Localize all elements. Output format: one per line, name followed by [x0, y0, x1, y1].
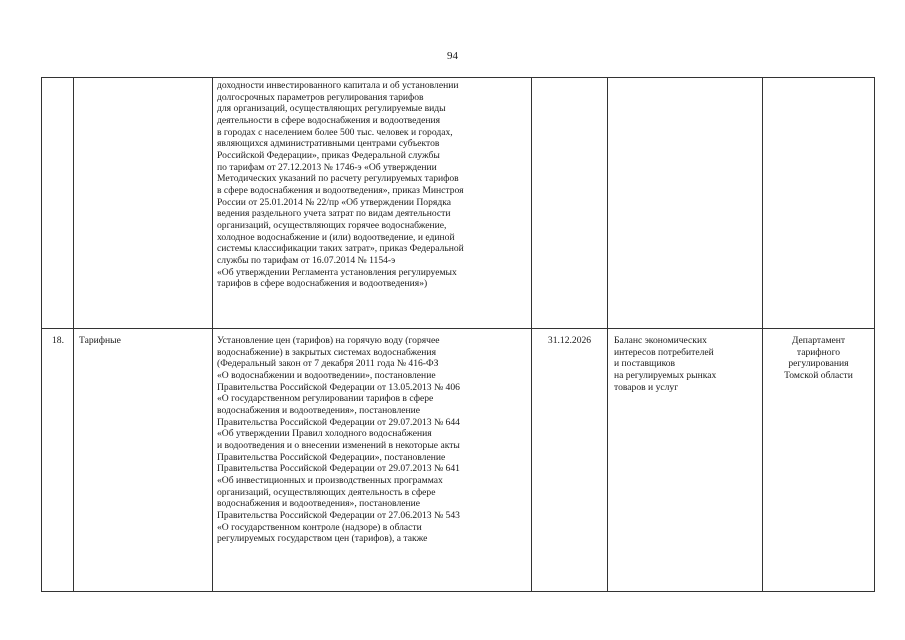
text-line: системы классификации таких затрат», приказ Федеральной: [217, 243, 464, 255]
text-line: «О водоснабжении и водоотведении», постановление: [217, 369, 436, 381]
deadline-date: 31.12.2026: [547, 335, 592, 346]
text-line: тарифного: [796, 346, 841, 358]
text-line: в сфере водоснабжения и водоотведения», приказ Минстроя: [217, 184, 464, 196]
text-line: Правительства Российской Федерации от 29.07.2013 № 644: [217, 416, 460, 428]
basis-text: [213, 78, 531, 290]
date-cell: [532, 78, 608, 329]
text-line: интересов потребителей: [614, 346, 714, 358]
text-line: доходности инвестированного капитала и об установлении: [217, 80, 459, 91]
text-line: тарифов в сфере водоснабжения и водоотведения»): [217, 278, 428, 290]
text-line: регулирования: [788, 358, 849, 370]
measures-table: [41, 77, 875, 592]
number-cell: [42, 78, 74, 329]
table-row-18: [42, 329, 875, 592]
goal-cell: [608, 78, 763, 329]
row-number: 18.: [52, 335, 64, 346]
goal-cell: [608, 329, 763, 592]
text-line: товаров и услуг: [614, 381, 679, 393]
number-cell: [42, 329, 74, 592]
text-line: долгосрочных параметров регулирования тарифов: [217, 91, 424, 103]
text-line: службы по тарифам от 16.07.2014 № 1154-э: [217, 254, 396, 266]
text-line: «Об утверждении Регламента установления регулируемых: [217, 266, 457, 278]
text-line: организаций, осуществляющих деятельность в сфере: [217, 486, 436, 498]
text-line: Методических указаний по расчету регулируемых тарифов: [217, 173, 459, 185]
table-row-continuation: [42, 78, 875, 329]
text-line: «О государственном регулировании тарифов в сфере: [217, 393, 434, 405]
text-line: деятельности в сфере водоснабжения и водоотведения: [217, 114, 441, 126]
department-cell: [763, 78, 875, 329]
basis-cell: [213, 329, 532, 592]
date-cell: [532, 329, 608, 592]
text-line: ведения раздельного учета затрат по видам деятельности: [217, 208, 451, 220]
text-line: водоснабжения и водоотведения», постановление: [217, 498, 421, 510]
text-line: по тарифам от 27.12.2013 № 1746-э «Об утверждении: [217, 161, 437, 173]
department-text: [763, 329, 874, 382]
text-line: на регулируемых рынках: [614, 369, 717, 381]
text-line: Правительства Российской Федерации от 13.05.2013 № 406: [217, 381, 460, 393]
text-line: Установление цен (тарифов) на горячую воду (горячее: [217, 335, 440, 346]
text-line: Правительства Российской Федерации от 29.07.2013 № 641: [217, 463, 460, 475]
text-line: Правительства Российской Федерации от 27.06.2013 № 543: [217, 509, 460, 521]
text-line: (Федеральный закон от 7 декабря 2011 года № 416-ФЗ: [217, 358, 439, 370]
text-line: регулируемых государством цен (тарифов), а также: [217, 533, 428, 545]
text-line: организаций, осуществляющих горячее водоснабжение,: [217, 219, 447, 231]
goal-text: [608, 329, 762, 393]
text-line: Департамент: [791, 335, 846, 346]
text-line: Правительства Российской Федерации», постановление: [217, 451, 446, 463]
department-cell: [763, 329, 875, 592]
page-number: 94: [447, 50, 458, 62]
text-line: являющихся административными центрами субъектов: [217, 138, 440, 150]
text-line: и водоотведения и о внесении изменений в некоторые акты: [217, 439, 460, 451]
type-cell: [74, 329, 213, 592]
basis-cell: [213, 78, 532, 329]
text-line: холодное водоснабжение и (или) водоотведение, и единой: [217, 231, 455, 243]
text-line: «Об инвестиционных и производственных программах: [217, 474, 443, 486]
measure-type: Тарифные: [79, 335, 121, 346]
basis-text: [213, 329, 531, 545]
text-line: «О государственном контроле (надзоре) в области: [217, 521, 422, 533]
text-line: Баланс экономических: [614, 335, 707, 346]
text-line: Российской Федерации», приказ Федеральной службы: [217, 149, 440, 161]
text-line: водоснабжение) в закрытых системах водоснабжения: [217, 346, 436, 358]
text-line: водоснабжения и водоотведения», постановление: [217, 404, 421, 416]
text-line: и поставщиков: [614, 358, 676, 370]
type-cell: [74, 78, 213, 329]
text-line: для организаций, осуществляющих регулируемые виды: [217, 103, 446, 115]
text-line: «Об утверждении Правил холодного водоснабжения: [217, 428, 432, 440]
text-line: Томской области: [784, 369, 853, 381]
text-line: России от 25.01.2014 № 22/пр «Об утверждении Порядка: [217, 196, 451, 208]
text-line: в городах с населением более 500 тыс. человек и городах,: [217, 126, 453, 138]
